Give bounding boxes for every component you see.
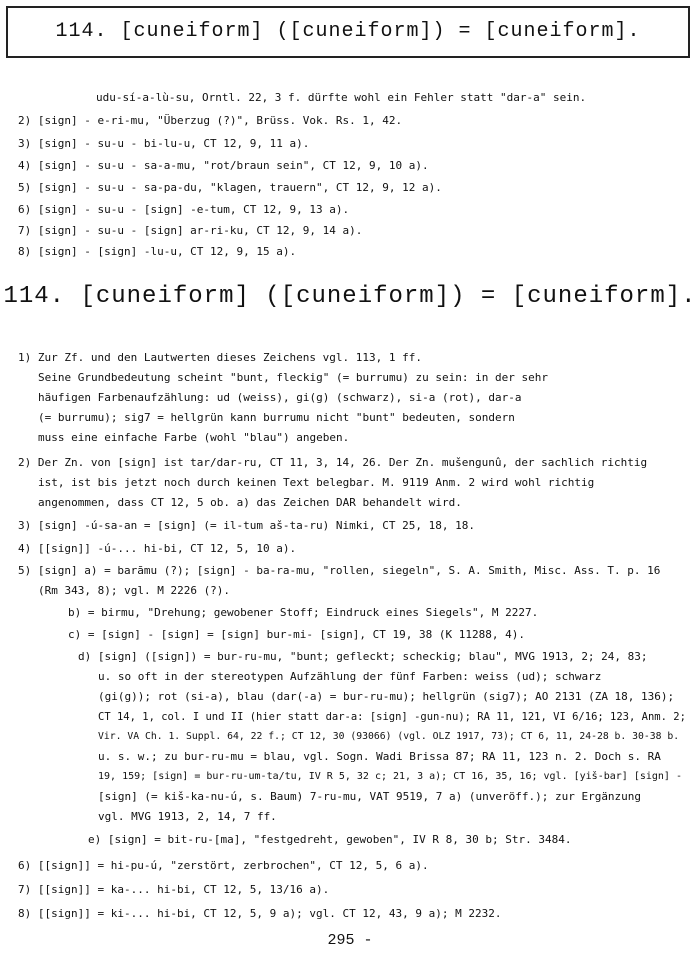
- main-line-8: angenommen, dass CT 12, 5 ob. a) das Zeichen DAR behandelt wird.: [38, 496, 462, 509]
- main-line-20: u. s. w.; zu bur-ru-mu = blau, vgl. Sogn. Wadi Brissa 87; RA 11, 123 n. 2. Doch s. RA: [98, 750, 661, 763]
- main-line-13: b) = birmu, "Drehung; gewobener Stoff; Eindruck eines Siegels", M 2227.: [68, 606, 539, 619]
- main-line-1: 1) Zur Zf. und den Lautwerten dieses Zeichens vgl. 113, 1 ff.: [18, 351, 422, 364]
- main-line-18: CT 14, 1, col. I und II (hier statt dar-a: [sign] -gun-nu); RA 11, 121, VI 6/16; 123, Anm. 2;: [98, 711, 686, 723]
- main-line-11: 5) [sign] a) = barāmu (?); [sign] - ba-ra-mu, "rollen, siegeln", S. A. Smith, Misc. Ass. T. p. 16: [18, 564, 661, 577]
- main-line-25: 6) [[sign]] = hi-pu-ú, "zerstört, zerbrochen", CT 12, 5, 6 a).: [18, 859, 429, 872]
- main-line-15: d) [sign] ([sign]) = bur-ru-mu, "bunt; gefleckt; scheckig; blau", MVG 1913, 2; 24, 83;: [78, 650, 648, 663]
- top-line-4: 4) [sign] - su-u - sa-a-mu, "rot/braun sein", CT 12, 9, 10 a).: [18, 159, 429, 172]
- main-heading: 114. [cuneiform] ([cuneiform]) = [cuneiform].: [3, 283, 697, 310]
- main-line-3: häufigen Farbenaufzählung: ud (weiss), gi(g) (schwarz), si-a (rot), dar-a: [38, 391, 522, 404]
- main-line-21: 19, 159; [sign] = bur-ru-um-ta/tu, IV R 5, 32 c; 21, 3 a); CT 16, 35, 16; vgl. [yiš-bar] [sign] -: [98, 771, 682, 782]
- top-line-8: 8) [sign] - [sign] -lu-u, CT 12, 9, 15 a).: [18, 245, 297, 258]
- main-line-16: u. so oft in der stereotypen Aufzählung der fünf Farben: weiss (ud); schwarz: [98, 670, 602, 683]
- page-number: 295 -: [327, 932, 373, 949]
- main-line-17: (gi(g)); rot (si-a), blau (dar(-a) = bur-ru-mu); hellgrün (sig7); AO 2131 (ZA 18, 136);: [98, 690, 675, 703]
- main-line-12: (Rm 343, 8); vgl. M 2226 (?).: [38, 584, 231, 597]
- main-line-19: Vir. VA Ch. 1. Suppl. 64, 22 f.; CT 12, 30 (93066) (vgl. OLZ 1917, 73); CT 6, 11, 24-28 b. 30-38 b.: [98, 731, 680, 742]
- top-line-3: 3) [sign] - su-u - bi-lu-u, CT 12, 9, 11 a).: [18, 137, 310, 150]
- main-line-26: 7) [[sign]] = ka-... hi-bi, CT 12, 5, 13/16 a).: [18, 883, 330, 896]
- main-line-6: 2) Der Zn. von [sign] ist tar/dar-ru, CT 11, 3, 14, 26. Der Zn. mušengunû, der sachlich richtig: [18, 456, 648, 469]
- main-line-22: [sign] (= kiš-ka-nu-ú, s. Baum) 7-ru-mu, VAT 9519, 7 a) (unveröff.); zur Ergänzung: [98, 790, 642, 803]
- top-line-5: 5) [sign] - su-u - sa-pa-du, "klagen, trauern", CT 12, 9, 12 a).: [18, 181, 442, 194]
- header-box: [6, 6, 690, 58]
- top-line-7: 7) [sign] - su-u - [sign] ar-ri-ku, CT 12, 9, 14 a).: [18, 224, 363, 237]
- main-line-4: (= burrumu); sig7 = hellgrün kann burrumu nicht "bunt" bedeuten, sondern: [38, 411, 515, 424]
- main-line-24: e) [sign] = bit-ru-[ma], "festgedreht, gewoben", IV R 8, 30 b; Str. 3484.: [88, 833, 572, 846]
- section-title: 114. [cuneiform] ([cuneiform]) = [cuneiform].: [55, 20, 641, 43]
- main-line-14: c) = [sign] - [sign] = [sign] bur-mi- [sign], CT 19, 38 (K 11288, 4).: [68, 628, 525, 641]
- top-line-6: 6) [sign] - su-u - [sign] -e-tum, CT 12, 9, 13 a).: [18, 203, 350, 216]
- main-line-5: muss eine einfache Farbe (wohl "blau") angeben.: [38, 431, 350, 444]
- main-line-2: Seine Grundbedeutung scheint "bunt, fleckig" (= burrumu) zu sein: in der sehr: [38, 371, 548, 384]
- main-line-27: 8) [[sign]] = ki-... hi-bi, CT 12, 5, 9 a); vgl. CT 12, 43, 9 a); M 2232.: [18, 907, 502, 920]
- main-line-9: 3) [sign] -ú-sa-an = [sign] (= il-tum aš-ta-ru) Nimki, CT 25, 18, 18.: [18, 519, 475, 532]
- top-line-2: 2) [sign] - e-ri-mu, "Überzug (?)", Brüss. Vok. Rs. 1, 42.: [18, 114, 403, 127]
- main-line-7: ist, ist bis jetzt noch durch keinen Text belegbar. M. 9119 Anm. 2 wird wohl richtig: [38, 476, 595, 489]
- top-line-1: udu-sí-a-lù-su, Orntl. 22, 3 f. dürfte wohl ein Fehler statt "dar-a" sein.: [96, 91, 587, 104]
- main-line-10: 4) [[sign]] -ú-... hi-bi, CT 12, 5, 10 a).: [18, 542, 297, 555]
- main-line-23: vgl. MVG 1913, 2, 14, 7 ff.: [98, 810, 277, 823]
